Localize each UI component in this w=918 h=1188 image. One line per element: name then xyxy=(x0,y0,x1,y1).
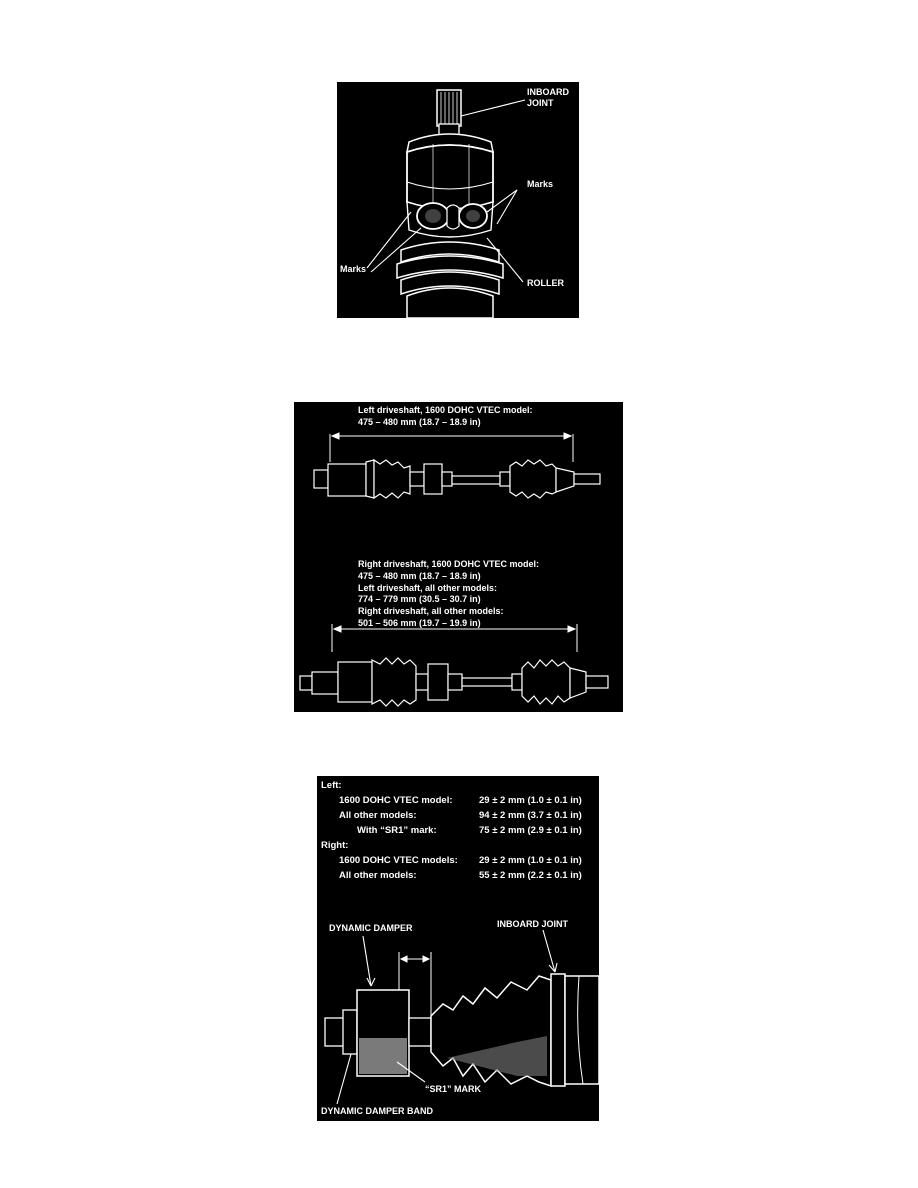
spec-row-value: 29 ± 2 mm (1.0 ± 0.1 in) xyxy=(479,795,582,806)
spec-row-value: 94 ± 2 mm (3.7 ± 0.1 in) xyxy=(479,810,582,821)
spec-row-label: 1600 DOHC VTEC models: xyxy=(339,855,458,866)
dynamic-damper-figure xyxy=(317,776,599,1121)
dynamic-damper-band-label: DYNAMIC DAMPER BAND xyxy=(321,1106,433,1116)
spec-row-value: 55 ± 2 mm (2.2 ± 0.1 in) xyxy=(479,870,582,881)
spec-row-label: 1600 DOHC VTEC model: xyxy=(339,795,453,806)
marks-label-right: Marks xyxy=(527,179,554,189)
left-other-caption: Left driveshaft, all other models: xyxy=(358,583,498,593)
spec-row-label: Right: xyxy=(321,840,349,851)
dynamic-damper-illustration xyxy=(317,776,599,1121)
spec-row-label: All other models: xyxy=(339,870,417,881)
spec-row-label: All other models: xyxy=(339,810,417,821)
spec-row-value: 29 ± 2 mm (1.0 ± 0.1 in) xyxy=(479,855,582,866)
right-other-length: 501 – 506 mm (19.7 – 19.9 in) xyxy=(358,618,481,628)
right-other-caption: Right driveshaft, all other models: xyxy=(358,606,504,616)
sr1-mark-label: “SR1” MARK xyxy=(425,1084,482,1094)
spec-row-label: With “SR1” mark: xyxy=(357,825,437,836)
marks-label-left: Marks xyxy=(340,264,367,274)
inboard-joint-label-fig3: INBOARD JOINT xyxy=(497,919,569,929)
left-driveshaft-caption: Left driveshaft, 1600 DOHC VTEC model: xyxy=(358,405,533,415)
left-other-length: 774 – 779 mm (30.5 – 30.7 in) xyxy=(358,594,481,604)
driveshaft-length-figure xyxy=(294,402,623,712)
inboard-joint-label: INBOARD JOINT xyxy=(527,87,569,108)
spec-row-value: 75 ± 2 mm (2.9 ± 0.1 in) xyxy=(479,825,582,836)
left-driveshaft-length: 475 – 480 mm (18.7 – 18.9 in) xyxy=(358,417,481,427)
roller-label: ROLLER xyxy=(527,278,564,288)
spec-row-label: Left: xyxy=(321,780,342,791)
driveshaft-diagrams xyxy=(294,402,623,712)
right-1600-caption: Right driveshaft, 1600 DOHC VTEC model: xyxy=(358,559,540,569)
right-1600-length: 475 – 480 mm (18.7 – 18.9 in) xyxy=(358,571,481,581)
inboard-joint-figure xyxy=(337,82,579,318)
dynamic-damper-label: DYNAMIC DAMPER xyxy=(329,923,413,933)
